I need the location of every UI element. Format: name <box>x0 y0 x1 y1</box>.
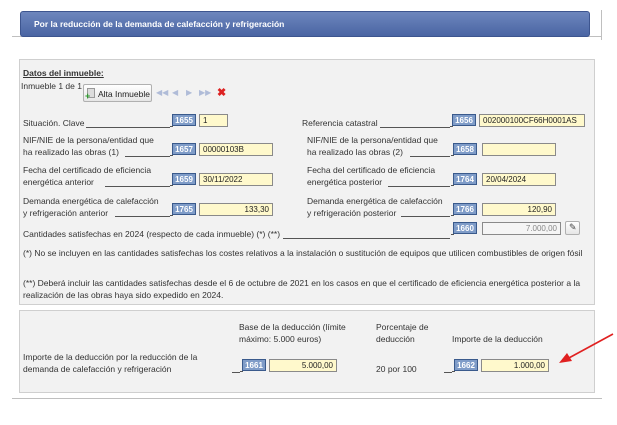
col-base-line-1: Base de la deducción (límite <box>239 322 346 332</box>
nif1-code: 1657 <box>172 143 196 155</box>
fecha-post-code: 1764 <box>453 173 477 185</box>
dem-ant-input[interactable]: 133,30 <box>199 203 273 216</box>
fecha-ant-label-2: energética anterior <box>23 177 94 187</box>
first-icon[interactable]: ◀◀ <box>156 88 169 97</box>
cantidades-input: 7.000,00 <box>482 222 561 235</box>
note-2: (**) Deberá incluir las cantidades satisfechas desde el 6 de octubre de 2021 en los casos en que el certificado de eficiencia energética posterior a la realización de las obras haya sido expedido en 2024. <box>23 278 581 300</box>
col-importe: Importe de la deducción <box>452 334 543 344</box>
nif2-label-2: ha realizado las obras (2) <box>307 147 403 157</box>
fecha-post-label-1: Fecha del certificado de eficiencia <box>307 165 436 175</box>
importe-line <box>444 372 452 373</box>
dem-post-code: 1766 <box>453 203 477 215</box>
situacion-line <box>86 127 170 128</box>
nif2-label-1: NIF/NIE de la persona/entidad que <box>307 135 438 145</box>
next-icon[interactable]: ▶ <box>186 88 193 97</box>
add-property-label: Alta Inmueble <box>98 89 150 99</box>
deduction-row-label-2: demanda de calefacción y refrigeración <box>23 364 172 374</box>
referencia-label: Referencia catastral <box>302 118 378 128</box>
porcentaje-value: 20 por 100 <box>376 364 417 374</box>
col-base-line-2: máximo: 5.000 euros) <box>239 334 322 344</box>
section-title: Datos del inmueble: <box>23 68 104 78</box>
importe-code: 1662 <box>454 359 478 371</box>
dem-post-label-1: Demanda energética de calefacción <box>307 196 443 206</box>
fecha-ant-input[interactable]: 30/11/2022 <box>199 173 273 186</box>
dem-post-label-2: y refrigeración posterior <box>307 208 397 218</box>
last-icon[interactable]: ▶▶ <box>199 88 212 97</box>
add-icon: + <box>87 88 95 98</box>
fecha-ant-label-1: Fecha del certificado de eficiencia <box>23 165 152 175</box>
red-arrow-icon <box>555 330 617 366</box>
cantidades-code: 1660 <box>453 222 477 234</box>
nif1-label-2: ha realizado las obras (1) <box>23 147 119 157</box>
col-porcentaje-line-2: deducción <box>376 334 415 344</box>
situacion-label: Situación. Clave <box>23 118 85 128</box>
fecha-post-line <box>388 186 450 187</box>
property-counter: Inmueble 1 de 1 <box>21 81 82 91</box>
deduction-row-label-1: Importe de la deducción por la reducción de la <box>23 352 198 362</box>
importe-input[interactable]: 1.000,00 <box>481 359 549 372</box>
dem-post-input[interactable]: 120,90 <box>482 203 556 216</box>
delete-icon[interactable]: ✖ <box>217 87 227 99</box>
referencia-input[interactable]: 002000100CF66H0001AS <box>479 114 585 127</box>
nif1-input[interactable]: 00000103B <box>199 143 273 156</box>
referencia-line <box>380 127 450 128</box>
nif2-input[interactable] <box>482 143 556 156</box>
cantidades-line <box>283 238 450 239</box>
frame-line-bottom <box>12 398 602 399</box>
dem-ant-label-1: Demanda energética de calefacción <box>23 196 159 206</box>
dem-ant-code: 1765 <box>172 203 196 215</box>
nif1-line <box>125 156 170 157</box>
nif2-line <box>410 156 450 157</box>
referencia-code: 1656 <box>452 114 476 126</box>
situacion-code: 1655 <box>172 114 196 126</box>
section-header <box>20 11 590 37</box>
fecha-post-input[interactable]: 20/04/2024 <box>482 173 556 186</box>
dem-ant-label-2: y refrigeración anterior <box>23 208 109 218</box>
nif1-label-1: NIF/NIE de la persona/entidad que <box>23 135 154 145</box>
situacion-input[interactable]: 1 <box>199 114 228 127</box>
fecha-ant-line <box>105 186 170 187</box>
base-code: 1661 <box>242 359 266 371</box>
prev-icon[interactable]: ◀ <box>172 88 179 97</box>
dem-ant-line <box>115 216 170 217</box>
fecha-ant-code: 1659 <box>172 173 196 185</box>
pencil-icon: ✎ <box>569 222 577 232</box>
cantidades-label: Cantidades satisfechas en 2024 (respecto de cada inmueble) (*) (**) <box>23 229 281 239</box>
base-input[interactable]: 5.000,00 <box>269 359 337 372</box>
base-line <box>232 372 240 373</box>
col-porcentaje-line-1: Porcentaje de <box>376 322 429 332</box>
dem-post-line <box>401 216 450 217</box>
section-header-title: Por la reducción de la demanda de calefacción y refrigeración <box>34 19 285 29</box>
edit-button[interactable] <box>565 221 580 235</box>
fecha-post-label-2: energética posterior <box>307 177 383 187</box>
nif2-code: 1658 <box>453 143 477 155</box>
add-property-button[interactable] <box>83 84 152 102</box>
note-1: (*) No se incluyen en las cantidades satisfechas los costes relativos a la instalación o sustitución de equipos que utilicen combustibles de origen fósil <box>23 248 583 258</box>
frame-line-right <box>601 10 602 40</box>
